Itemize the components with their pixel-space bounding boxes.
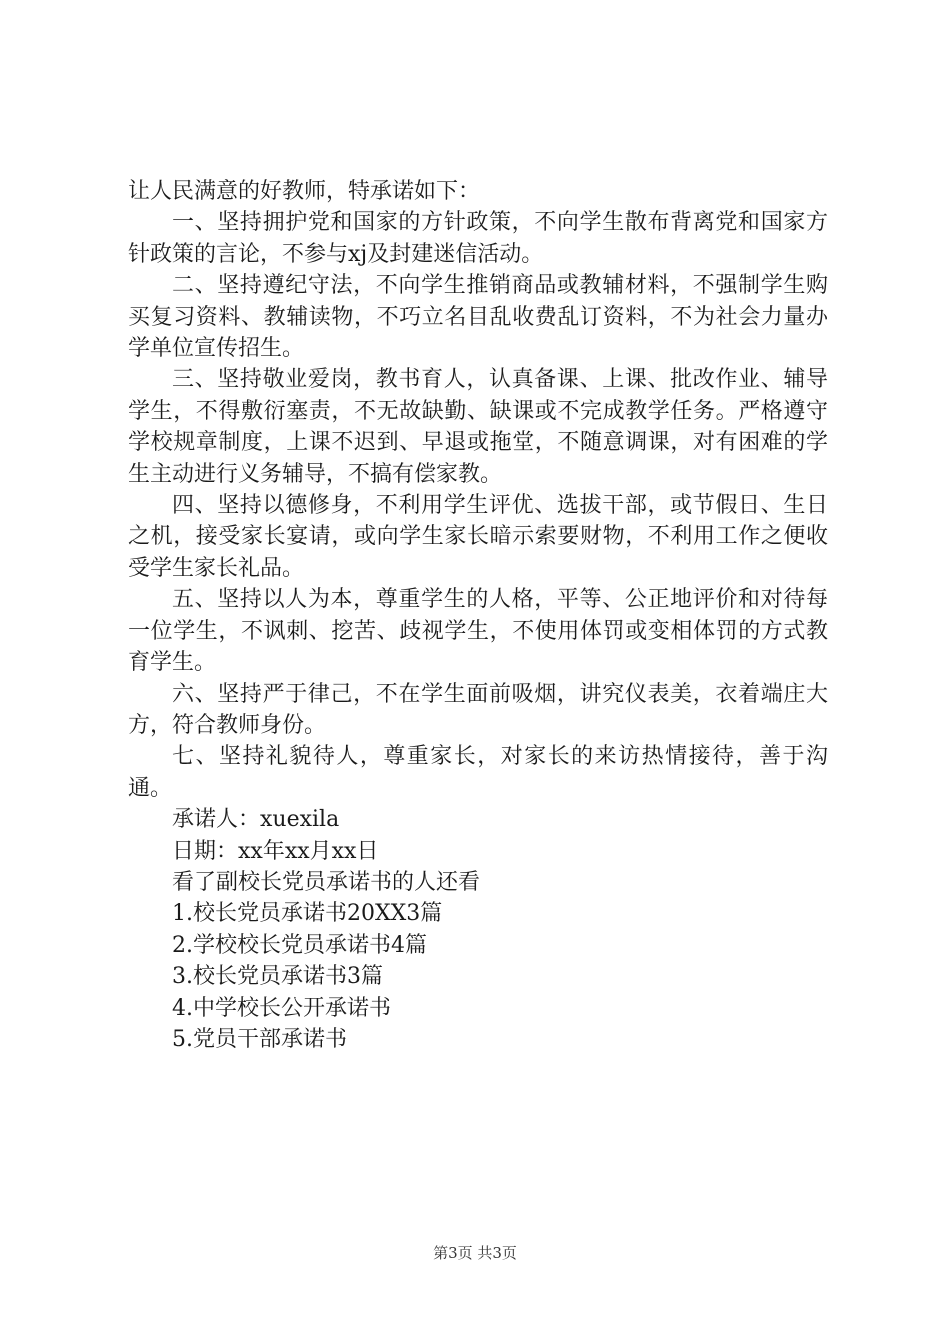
pledge-paragraph-1: 一、坚持拥护党和国家的方针政策，不向学生散布背离党和国家方针政策的言论，不参与xj及封建迷信活动。: [128, 210, 828, 267]
related-link-3[interactable]: 3.校长党员承诺书3篇: [172, 964, 383, 990]
document-body: [128, 176, 828, 1055]
page-number: 第3页 共3页: [433, 1244, 517, 1262]
pledge-paragraph-2: 二、坚持遵纪守法，不向学生推销商品或教辅材料，不强制学生购买复习资料、教辅读物，不巧立名目乱收费乱订资料，不为社会力量办学单位宣传招生。: [128, 273, 828, 362]
related-link-2[interactable]: 2.学校校长党员承诺书4篇: [172, 932, 427, 958]
pledge-paragraph-7: 七、坚持礼貌待人，尊重家长，对家长的来访热情接待，善于沟通。: [128, 744, 828, 801]
related-link-1[interactable]: 1.校长党员承诺书20XX3篇: [172, 901, 443, 927]
pledge-paragraph-5: 五、坚持以人为本，尊重学生的人格，平等、公正地评价和对待每一位学生，不讽刺、挖苦、歧视学生，不使用体罚或变相体罚的方式教育学生。: [128, 587, 828, 676]
signature-line: 承诺人：xuexila: [172, 807, 340, 833]
pledge-paragraph-6: 六、坚持严于律己，不在学生面前吸烟，讲究仪表美，衣着端庄大方，符合教师身份。: [128, 681, 828, 738]
page-footer: [0, 1242, 950, 1263]
pledge-paragraph-4: 四、坚持以德修身，不利用学生评优、选拔干部，或节假日、生日之机，接受家长宴请，或向学生家长暗示索要财物，不利用工作之便收受学生家长礼品。: [128, 493, 828, 581]
related-link-5[interactable]: 5.党员干部承诺书: [172, 1026, 347, 1052]
related-link-4[interactable]: 4.中学校长公开承诺书: [172, 995, 391, 1021]
related-heading: 看了副校长党员承诺书的人还看: [172, 869, 481, 895]
pledge-paragraph-3: 三、坚持敬业爱岗，教书育人，认真备课、上课、批改作业、辅导学生，不得敷衍塞责，不无故缺勤、缺课或不完成教学任务。严格遵守学校规章制度，上课不迟到、早退或拖堂，不随意调课，对有困难的学生主动进行义务辅导，不搞有偿家教。: [128, 367, 828, 487]
intro-paragraph: 让人民满意的好教师，特承诺如下：: [128, 179, 481, 204]
date-line: 日期：xx年xx月xx日: [172, 838, 379, 864]
